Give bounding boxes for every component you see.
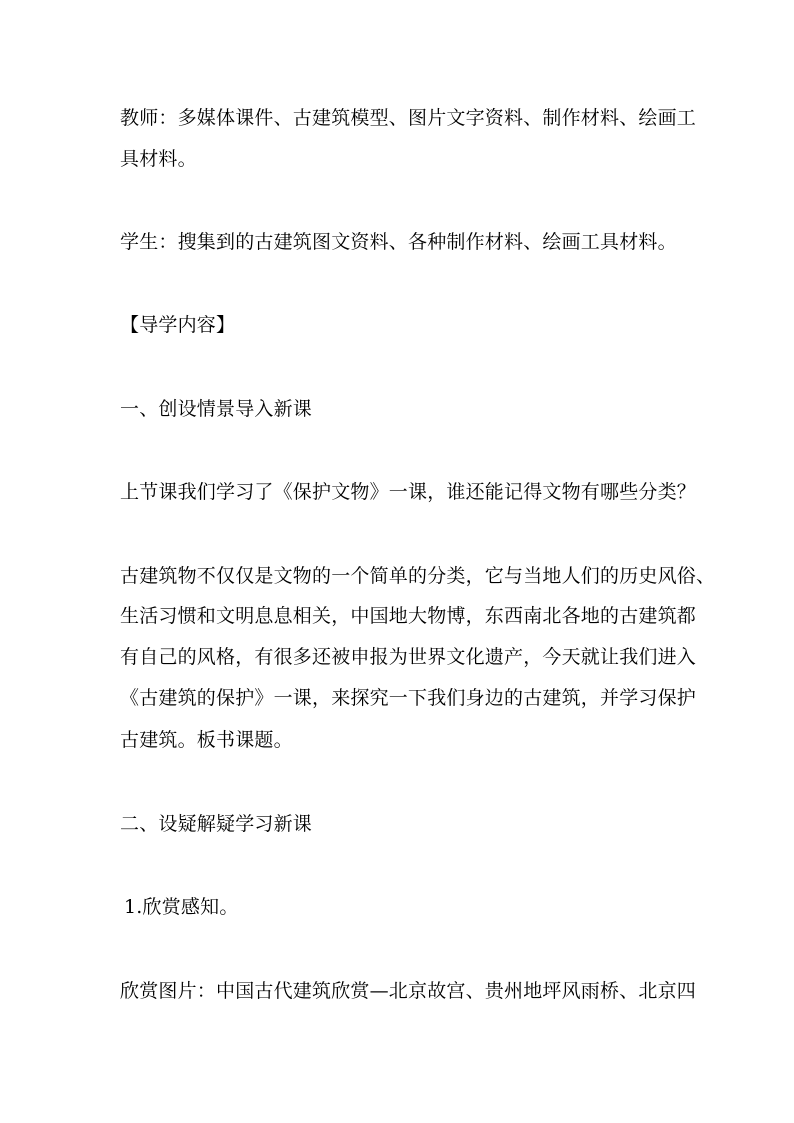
part1-body-line-4: 《古建筑的保护》一课，来探究一下我们身边的古建筑，并学习保护 [120, 687, 697, 709]
part2-heading: 二、设疑解疑学习新课 [120, 813, 313, 835]
teacher-materials-line-2: 具材料。 [120, 148, 197, 170]
teacher-materials-line-1: 教师：多媒体课件、古建筑模型、图片文字资料、制作材料、绘画工 [120, 107, 697, 129]
part1-body-line-5: 古建筑。板书课题。 [120, 729, 293, 751]
part1-heading: 一、创设情景导入新课 [120, 398, 313, 420]
part1-body-line-3: 有自己的风格，有很多还被申报为世界文化遗产，今天就让我们进入 [120, 646, 697, 668]
part1-body-line-2: 生活习惯和文明息息相关，中国地大物博，东西南北各地的古建筑都 [120, 605, 697, 627]
student-materials-line: 学生：搜集到的古建筑图文资料、各种制作材料、绘画工具材料。 [120, 231, 677, 253]
part2-subheading-1: 1.欣赏感知。 [124, 896, 239, 918]
part1-body-line-1: 古建筑物不仅仅是文物的一个简单的分类，它与当地人们的历史风俗、 [120, 565, 716, 587]
part2-images-line-1: 欣赏图片：中国古代建筑欣赏—北京故宫、贵州地坪风雨桥、北京四 [120, 980, 697, 1002]
section-heading: 【导学内容】 [120, 314, 236, 336]
part1-question: 上节课我们学习了《保护文物》一课，谁还能记得文物有哪些分类？ [120, 481, 697, 503]
